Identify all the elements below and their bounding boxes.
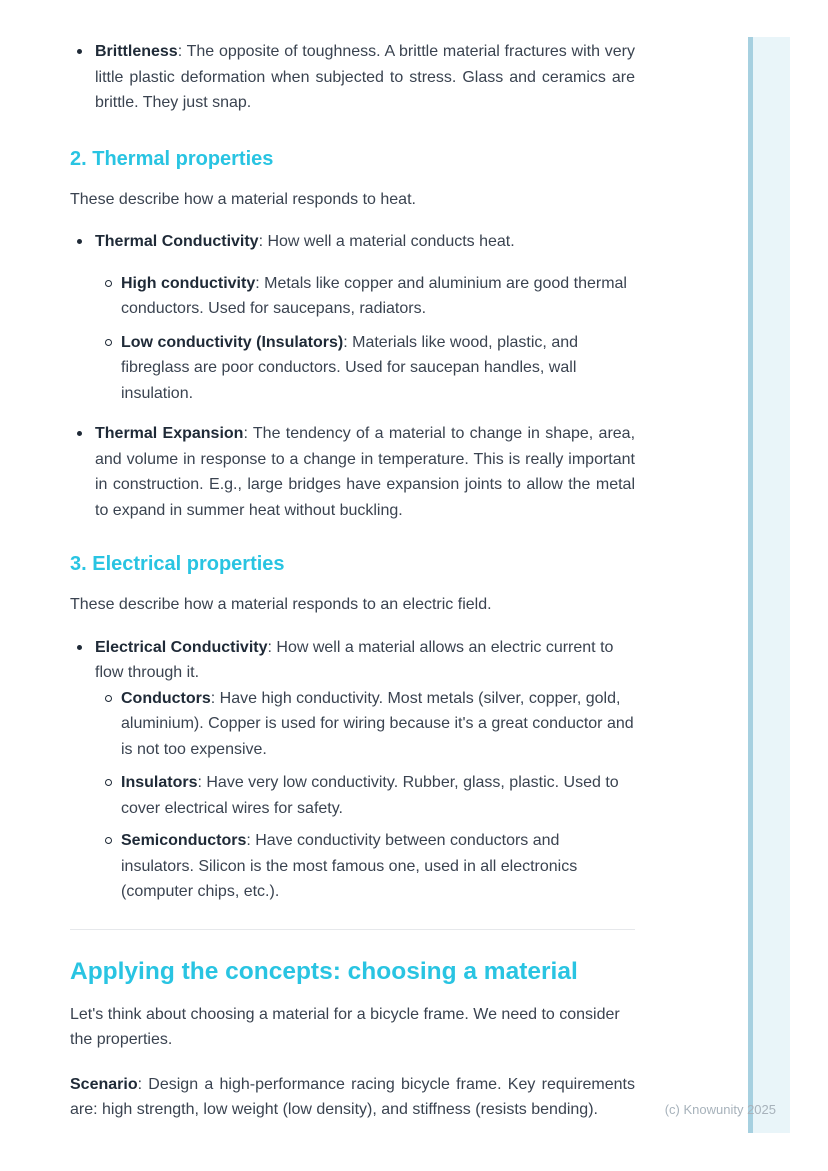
section-heading-applying: Applying the concepts: choosing a material	[70, 957, 578, 985]
list-item-text: : Have high conductivity. Most metals (silver, copper, gold, aluminium). Copper is used for wiring because it's a great conductor and is not too expensive.	[121, 689, 634, 758]
list-item-label: Brittleness	[95, 43, 178, 60]
thermal-intro: These describe how a material responds to heat.	[70, 190, 416, 208]
list-item-label: Insulators	[121, 774, 198, 791]
bullet-icon	[77, 645, 82, 650]
list-item-text: : Materials like wood, plastic, and fibreglass are poor conductors. Used for saucepan handles, wall insulation.	[121, 333, 579, 402]
circle-bullet-icon	[105, 837, 112, 844]
list-item-low-conductivity	[70, 330, 635, 407]
list-item-thermal-conductivity	[70, 229, 635, 255]
list-item-semiconductors	[70, 828, 635, 905]
watermark: (c) Knowunity 2025	[664, 1102, 776, 1117]
list-item-brittleness	[70, 39, 635, 116]
list-item-text: : The opposite of toughness. A brittle material fractures with very little plastic deformation when subjected to stress. Glass and ceramics are brittle. They just snap.	[95, 43, 635, 111]
list-item-label: Low conductivity (Insulators)	[121, 333, 344, 351]
list-item-thermal-expansion	[70, 421, 635, 523]
scenario-text: : Design a high-performance racing bicycle frame. Key requirements are: high strength, low weight (low density), and stiffness (resists bending).	[70, 1075, 635, 1118]
scenario-paragraph	[70, 1072, 635, 1123]
list-item-label: High conductivity	[121, 274, 256, 292]
list-item-insulators	[70, 770, 635, 821]
list-item-high-conductivity	[70, 271, 635, 322]
document-content	[70, 39, 635, 1123]
list-item-label: Thermal Expansion	[95, 425, 244, 442]
electrical-intro: These describe how a material responds to an electric field.	[70, 596, 492, 613]
circle-bullet-icon	[105, 339, 112, 346]
bullet-icon	[77, 431, 82, 436]
list-item-label: Thermal Conductivity	[95, 233, 259, 250]
circle-bullet-icon	[105, 280, 112, 287]
applying-intro: Let's think about choosing a material for a bicycle frame. We need to consider the properties.	[70, 1005, 620, 1048]
page-edge-stripe	[748, 37, 790, 1133]
list-item-text: : How well a material conducts heat.	[258, 233, 515, 250]
list-item-text: : Have conductivity between conductors and insulators. Silicon is the most famous one, used in all electronics (computer chips, etc.).	[121, 832, 578, 900]
circle-bullet-icon	[105, 695, 112, 702]
list-item-text: : The tendency of a material to change in shape, area, and volume in response to a change in temperature. This is really important in construction. E.g., large bridges have expansion joints to allow the metal to expand in summer heat without buckling.	[95, 425, 636, 519]
list-item-text: : Have very low conductivity. Rubber, glass, plastic. Used to cover electrical wires for safety.	[121, 774, 619, 817]
list-item-label: Semiconductors	[121, 832, 247, 849]
section-divider	[70, 929, 635, 930]
list-item-conductors	[70, 686, 635, 763]
list-item-text: : How well a material allows an electric current to flow through it.	[95, 638, 614, 681]
bullet-icon	[77, 239, 82, 244]
list-item-label: Electrical Conductivity	[95, 638, 268, 656]
list-item-electrical-conductivity	[70, 635, 635, 686]
circle-bullet-icon	[105, 779, 112, 786]
list-item-label: Conductors	[121, 689, 211, 707]
scenario-label: Scenario	[70, 1075, 138, 1093]
section-heading-electrical: 3. Electrical properties	[70, 553, 285, 575]
bullet-icon	[77, 49, 82, 54]
section-heading-thermal: 2. Thermal properties	[70, 147, 274, 170]
list-item-text: : Metals like copper and aluminium are good thermal conductors. Used for saucepans, radiators.	[121, 274, 627, 317]
